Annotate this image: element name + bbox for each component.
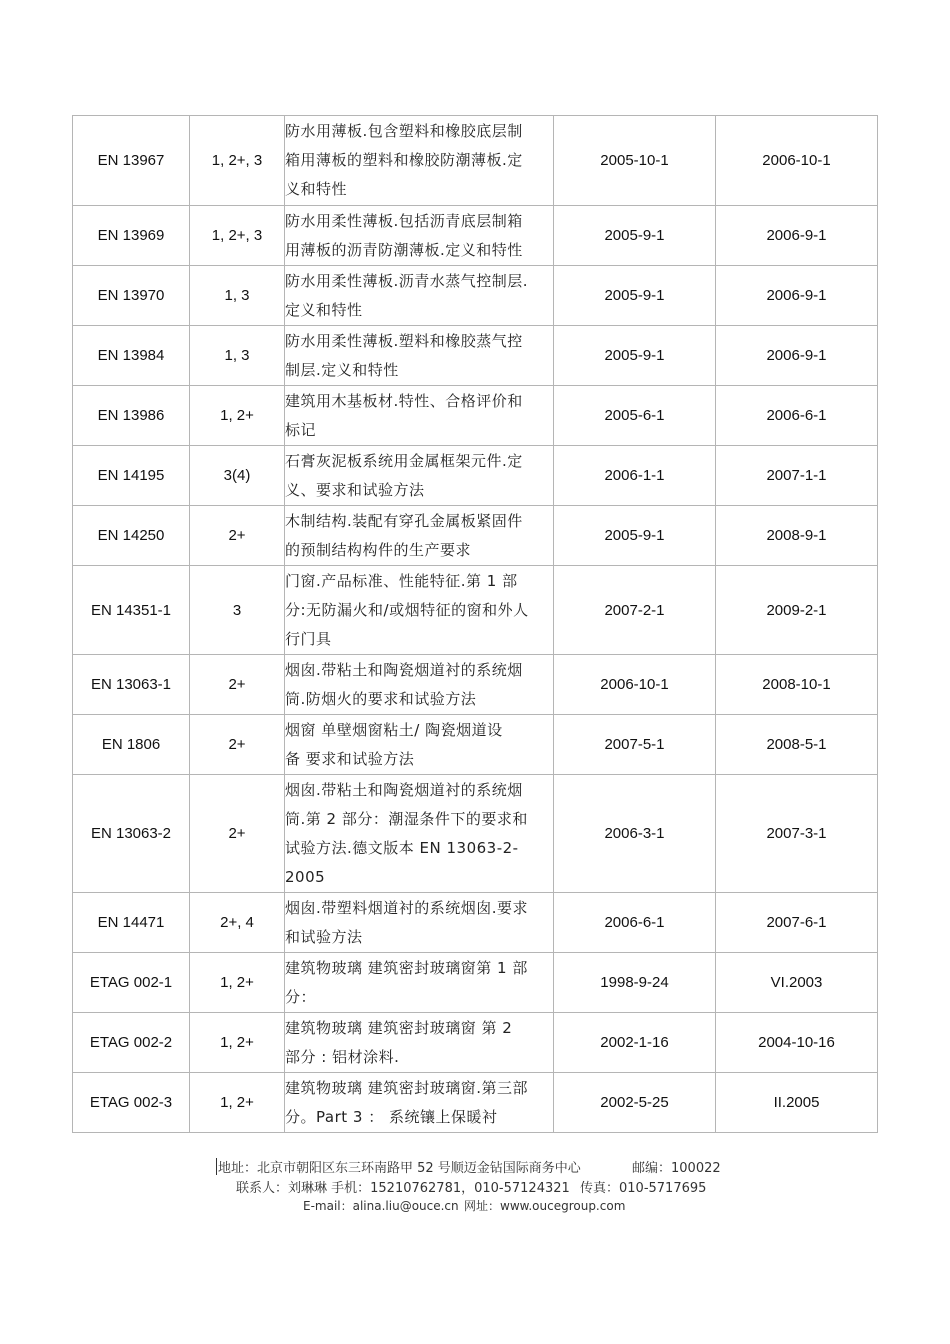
attestation-system-cell: 3(4)	[190, 446, 285, 506]
attestation-system-cell: 1, 3	[190, 266, 285, 326]
start-date-cell: 2005-10-1	[554, 116, 716, 206]
description-cell	[285, 506, 554, 566]
description-cell	[285, 775, 554, 893]
description-line: 烟囱.带粘土和陶瓷烟道衬的系统烟	[285, 780, 523, 799]
start-date-cell: 2005-9-1	[554, 506, 716, 566]
standard-code-cell: ETAG 002-2	[73, 1013, 190, 1073]
description-cell	[285, 715, 554, 775]
description-line: 2005	[285, 867, 326, 886]
description-line: 烟囱.带塑料烟道衬的系统烟囱.要求	[285, 898, 529, 917]
description-cell	[285, 326, 554, 386]
end-date-cell: 2006-9-1	[716, 326, 878, 386]
description-cell	[285, 953, 554, 1013]
description-line: 行门具	[285, 629, 332, 648]
end-date-cell: 2007-3-1	[716, 775, 878, 893]
description-line: 防水用薄板.包含塑料和橡胶底层制	[285, 122, 523, 140]
footer-website: 网址：www.oucegroup.com	[464, 1199, 626, 1213]
end-date-cell: 2004-10-16	[716, 1013, 878, 1073]
table-row	[73, 715, 878, 775]
description-line: 备 要求和试验方法	[285, 749, 415, 768]
description-line: 烟囱.带粘土和陶瓷烟道衬的系统烟	[285, 660, 523, 679]
start-date-cell: 2006-3-1	[554, 775, 716, 893]
standard-code-cell: EN 13967	[73, 116, 190, 206]
attestation-system-cell: 1, 3	[190, 326, 285, 386]
end-date-cell: 2008-10-1	[716, 655, 878, 715]
standard-code-cell: ETAG 002-3	[73, 1073, 190, 1133]
description-line: 防水用柔性薄板.包括沥青底层制箱	[285, 211, 523, 230]
standards-table-body	[73, 116, 878, 1133]
description-line: 义和特性	[285, 180, 348, 198]
end-date-cell: VI.2003	[716, 953, 878, 1013]
description-line: 建筑物玻璃 建筑密封玻璃窗第 1 部	[285, 958, 528, 977]
table-row	[73, 1073, 878, 1133]
attestation-system-cell: 1, 2+, 3	[190, 116, 285, 206]
description-cell	[285, 893, 554, 953]
description-line: 义、要求和试验方法	[285, 480, 425, 499]
attestation-system-cell: 1, 2+	[190, 386, 285, 446]
description-line: 分:无防漏火和/或烟特征的窗和外人	[285, 600, 529, 619]
description-line: 防水用柔性薄板.沥青水蒸气控制层.	[285, 271, 529, 290]
start-date-cell: 2007-2-1	[554, 566, 716, 655]
table-row	[73, 1013, 878, 1073]
standard-code-cell: EN 13063-2	[73, 775, 190, 893]
start-date-cell: 2005-9-1	[554, 206, 716, 266]
attestation-system-cell: 2+	[190, 506, 285, 566]
description-line: 木制结构.装配有穿孔金属板紧固件	[285, 511, 523, 530]
description-line: 的预制结构构件的生产要求	[285, 540, 472, 559]
description-line: 分：	[285, 987, 317, 1006]
end-date-cell: 2007-6-1	[716, 893, 878, 953]
attestation-system-cell: 3	[190, 566, 285, 655]
footer-contact: 联系人：刘琳琳 手机：15210762781，010-57124321	[236, 1181, 570, 1196]
table-row	[73, 326, 878, 386]
attestation-system-cell: 2+	[190, 775, 285, 893]
description-line: 试验方法.德文版本 EN 13063-2-	[285, 838, 519, 857]
description-cell	[285, 206, 554, 266]
table-row	[73, 566, 878, 655]
end-date-cell: II.2005	[716, 1073, 878, 1133]
attestation-system-cell: 2+, 4	[190, 893, 285, 953]
description-line: 分。Part 3 ： 系统镶上保暖衬	[285, 1107, 498, 1126]
end-date-cell: 2008-9-1	[716, 506, 878, 566]
attestation-system-cell: 1, 2+, 3	[190, 206, 285, 266]
attestation-system-cell: 1, 2+	[190, 1073, 285, 1133]
description-line: 筒.防烟火的要求和试验方法	[285, 689, 477, 708]
end-date-cell: 2006-9-1	[716, 206, 878, 266]
standard-code-cell: ETAG 002-1	[73, 953, 190, 1013]
footer-address: 地址：北京市朝阳区东三环南路甲 52 号顺迈金钻国际商务中心	[218, 1161, 581, 1176]
description-line: 箱用薄板的塑料和橡胶防潮薄板.定	[285, 151, 523, 169]
standard-code-cell: EN 14250	[73, 506, 190, 566]
end-date-cell: 2007-1-1	[716, 446, 878, 506]
table-row	[73, 386, 878, 446]
standard-code-cell: EN 13984	[73, 326, 190, 386]
end-date-cell: 2006-9-1	[716, 266, 878, 326]
description-line: 和试验方法	[285, 927, 363, 946]
description-line: 筒.第 2 部分：潮湿条件下的要求和	[285, 809, 528, 828]
standard-code-cell: EN 13969	[73, 206, 190, 266]
table-row	[73, 206, 878, 266]
attestation-system-cell: 1, 2+	[190, 1013, 285, 1073]
start-date-cell: 2005-9-1	[554, 266, 716, 326]
description-cell	[285, 116, 554, 206]
description-line: 门窗.产品标准、性能特征.第 1 部	[285, 571, 518, 590]
description-line: 建筑用木基板材.特性、合格评价和	[285, 391, 523, 410]
start-date-cell: 2006-10-1	[554, 655, 716, 715]
standard-code-cell: EN 1806	[73, 715, 190, 775]
standard-code-cell: EN 13986	[73, 386, 190, 446]
table-row	[73, 953, 878, 1013]
standards-table	[72, 115, 878, 1133]
description-line: 定义和特性	[285, 300, 363, 319]
start-date-cell: 2007-5-1	[554, 715, 716, 775]
end-date-cell: 2009-2-1	[716, 566, 878, 655]
end-date-cell: 2006-10-1	[716, 116, 878, 206]
standard-code-cell: EN 13970	[73, 266, 190, 326]
table-row	[73, 266, 878, 326]
description-cell	[285, 386, 554, 446]
description-line: 部分 : 铝材涂料.	[285, 1047, 400, 1066]
description-cell	[285, 1073, 554, 1133]
start-date-cell: 2006-6-1	[554, 893, 716, 953]
description-cell	[285, 655, 554, 715]
end-date-cell: 2008-5-1	[716, 715, 878, 775]
description-line: 用薄板的沥青防潮薄板.定义和特性	[285, 240, 523, 259]
standard-code-cell: EN 13063-1	[73, 655, 190, 715]
table-row	[73, 775, 878, 893]
description-line: 制层.定义和特性	[285, 360, 399, 379]
description-cell	[285, 1013, 554, 1073]
table-row	[73, 893, 878, 953]
table-row	[73, 655, 878, 715]
description-cell	[285, 266, 554, 326]
standard-code-cell: EN 14195	[73, 446, 190, 506]
table-row	[73, 446, 878, 506]
attestation-system-cell: 2+	[190, 655, 285, 715]
start-date-cell: 2005-6-1	[554, 386, 716, 446]
start-date-cell: 2006-1-1	[554, 446, 716, 506]
attestation-system-cell: 1, 2+	[190, 953, 285, 1013]
table-row	[73, 506, 878, 566]
footer-fax: 传真：010-5717695	[580, 1181, 707, 1196]
description-cell	[285, 446, 554, 506]
start-date-cell: 1998-9-24	[554, 953, 716, 1013]
standard-code-cell: EN 14471	[73, 893, 190, 953]
attestation-system-cell: 2+	[190, 715, 285, 775]
start-date-cell: 2002-5-25	[554, 1073, 716, 1133]
description-cell	[285, 566, 554, 655]
standard-code-cell: EN 14351-1	[73, 566, 190, 655]
description-line: 烟窗 单壁烟窗粘土/ 陶瓷烟道设	[285, 720, 503, 739]
description-line: 防水用柔性薄板.塑料和橡胶蒸气控	[285, 331, 523, 350]
start-date-cell: 2005-9-1	[554, 326, 716, 386]
end-date-cell: 2006-6-1	[716, 386, 878, 446]
start-date-cell: 2002-1-16	[554, 1013, 716, 1073]
table-row	[73, 116, 878, 206]
footer-postcode: 邮编：100022	[632, 1161, 721, 1176]
footer-email: E-mail：alina.liu@ouce.cn	[303, 1199, 459, 1213]
description-line: 标记	[285, 420, 317, 439]
text-cursor-mark	[216, 1158, 217, 1175]
description-line: 建筑物玻璃 建筑密封玻璃窗 第 2	[285, 1018, 513, 1037]
description-line: 建筑物玻璃 建筑密封玻璃窗.第三部	[285, 1078, 529, 1097]
description-line: 石膏灰泥板系统用金属框架元件.定	[285, 451, 523, 470]
